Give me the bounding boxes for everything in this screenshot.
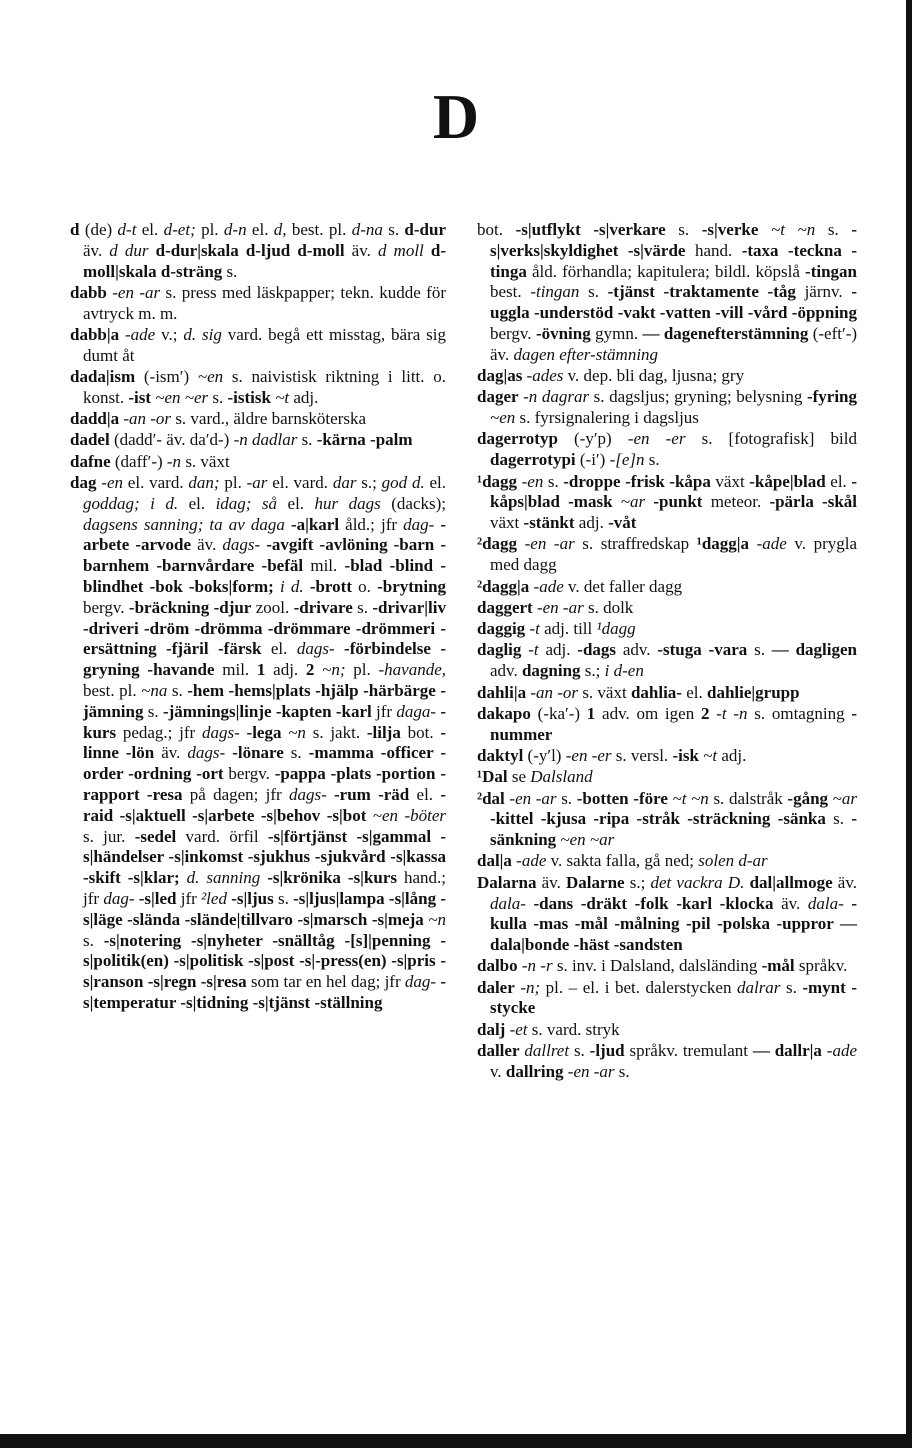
dictionary-entry: daler -n; pl. – el. i bet. dalerstycken dalrar s. -mynt -stycke — [477, 977, 857, 1018]
dictionary-entry: dabb|a -ade v.; d. sig vard. begå ett misstag, bära sig dumt åt — [70, 324, 447, 365]
dictionary-entry: dafne (daff′-) -n s. växt — [70, 451, 230, 471]
dictionary-entry: daglig -t adj. -dags adv. -stuga -vara s. — dagligen adv. dagning s.; i d-en — [477, 640, 857, 681]
dictionary-entry: dag -en el. vard. dan; pl. -ar el. vard. dar s.; god d. el. goddag; i d. el. idag; så el. hur dags (dacks); dagsens sanning; ta av daga -a|karl åld.; jfr dag- -arbete -arvode äv. dags- -avgift -avlöning -barn -barnhem -barnvårdare -befäl mil. -blad -blind -blindhet -bok -boks|form; i d. -brott o. -brytning bergv. -bräckning -djur zool. -drivare s. -drivar|liv -driveri -dröm -drömma -drömmare -drömmeri -ersättning -fjäril -färsk el. dags- -förbindelse -gryning -havande mil. 1 adj. 2 ~n; pl. -havande, best. pl. ~na s. -hem -hems|plats -hjälp -härbärge -jämning s. -jämnings|linje -kapten -karl jfr daga- -kurs pedag.; jfr dags- -lega ~n s. jakt. -lilja bot. -linne -lön äv. dags- -lönare s. -mamma -officer -order -ordning -ort bergv. -pappa -plats -portion -rapport -resa på dagen; jfr dags- -rum -räd el. -raid -s|aktuell -s|arbete -s|behov -s|bot ~en -böter s. jur. -sedel vard. örfil -s|förtjänst -s|gammal -s|händelser -s|inkomst -sjukhus -sjukvård -s|kassa -skift -s|klar; d. sanning -s|krönika -s|kurs hand.; jfr dag- -s|led jfr ²led -s|ljus s. -s|ljus|lampa -s|lång -s|läge -slända -slände|tillvaro -s|marsch -s|meja ~n s. -s|notering -s|nyheter -snälltåg -[s]|penning -s|politik(en) -s|politisk -s|post -s|-press(en) -s|pris -s|ranson -s|regn -s|resa som tar en hel dag; jfr dag- -s|temperatur -s|tidning -s|tjänst -ställning — [70, 473, 447, 1012]
dictionary-column-right — [477, 220, 857, 1083]
dictionary-entry: dag|as -ades v. dep. bli dag, ljusna; gry — [477, 366, 745, 386]
dictionary-entry: dahli|a -an -or s. växt dahlia- el. dahlie|grupp — [477, 682, 800, 702]
page-letter-heading: D — [432, 81, 480, 152]
dictionary-entry: dabb -en -ar s. press med läskpapper; tekn. kudde för avtryck m. m. — [70, 282, 447, 323]
dictionary-entry: dadel (dadd′- äv. da′d-) -n dadlar s. -kärna -palm — [70, 430, 413, 450]
dictionary-column-left — [70, 220, 446, 1014]
dictionary-entry: daller dallret s. -ljud språkv. tremulant — dallr|a -ade v. dallring -en -ar s. — [477, 1041, 857, 1081]
dictionary-entry: daggert -en -ar s. dolk — [477, 597, 634, 617]
dictionary-entry: ¹Dal se Dalsland — [477, 767, 593, 787]
dictionary-entry: dal|a -ade v. sakta falla, gå ned; solen d-ar — [477, 851, 768, 871]
dictionary-entry: ²dagg -en -ar s. straffredskap ¹dagg|a -ade v. prygla med dagg — [477, 534, 858, 575]
dictionary-entry: daktyl (-y′l) -en -er s. versl. -isk ~t adj. — [477, 745, 747, 765]
dictionary-entry: dakapo (-ka′-) 1 adv. om igen 2 -t -n s. omtagning -nummer — [477, 703, 857, 744]
dictionary-entry: ¹dagg -en s. -droppe -frisk -kåpa växt -kåpe|blad el. -kåps|blad -mask ~ar -punkt meteor. -pärla -skål växt -stänkt adj. -våt — [477, 471, 858, 533]
dictionary-entry: d (de) d-t el. d-et; pl. d-n el. d, best. pl. d-na s. d-dur äv. d dur d-dur|skala d-ljud d-moll äv. d moll d-moll|skala d-sträng s. — [70, 220, 447, 281]
dictionary-entry: Dalarna äv. Dalarne s.; det vackra D. dal|allmoge äv. dala- -dans -dräkt -folk -karl -klocka äv. dala- -kulla -mas -mål -målning -pil -polska -uppror — dala|bonde -häst -sandsten — [477, 872, 858, 955]
dictionary-entry: daggig -t adj. till ¹dagg — [477, 619, 636, 639]
dictionary-entry: dadd|a -an -or s. vard., äldre barnsköterska — [70, 409, 367, 429]
dictionary-entry: ²dal -en -ar s. -botten -före ~t ~n s. dalstråk -gång ~ar -kittel -kjusa -ripa -stråk -sträckning -sänka s. -sänkning ~en ~ar — [477, 788, 857, 850]
dictionary-entry: dada|ism (-ism′) ~en s. naivistisk riktning i litt. o. konst. -ist ~en ~er s. -istisk ~t adj. — [70, 367, 447, 407]
dictionary-entry: dalj -et s. vard. stryk — [477, 1019, 620, 1039]
dictionary-entry: dalbo -n -r s. inv. i Dalsland, dalsländing -mål språkv. — [477, 956, 848, 976]
dictionary-entry: dagerrotyp (-y′p) -en -er s. [fotografisk] bild dagerrotypi (-i′) -[e]n s. — [477, 429, 858, 470]
scan-edge-bottom — [0, 1434, 912, 1448]
dictionary-entry: bot. -s|utflykt -s|verkare s. -s|verke ~t ~n s. -s|verks|skyldighet -s|värde hand. -taxa -teckna -tinga åld. förhandla; kapitulera; bildl. köpslå -tingan best. -tingan s. -tjänst -traktamente -tåg järnv. -uggla -understöd -vakt -vatten -vill -vård -öppning bergv. -övning gymn. — dagenefterstämning (-eft′-) äv. dagen efter-stämning — [477, 220, 858, 364]
scan-edge-right — [906, 0, 912, 1448]
dictionary-entry: ²dagg|a -ade v. det faller dagg — [477, 576, 683, 596]
dictionary-entry: dager -n dagrar s. dagsljus; gryning; belysning -fyring ~en s. fyrsignalering i dagsljus — [477, 387, 858, 428]
